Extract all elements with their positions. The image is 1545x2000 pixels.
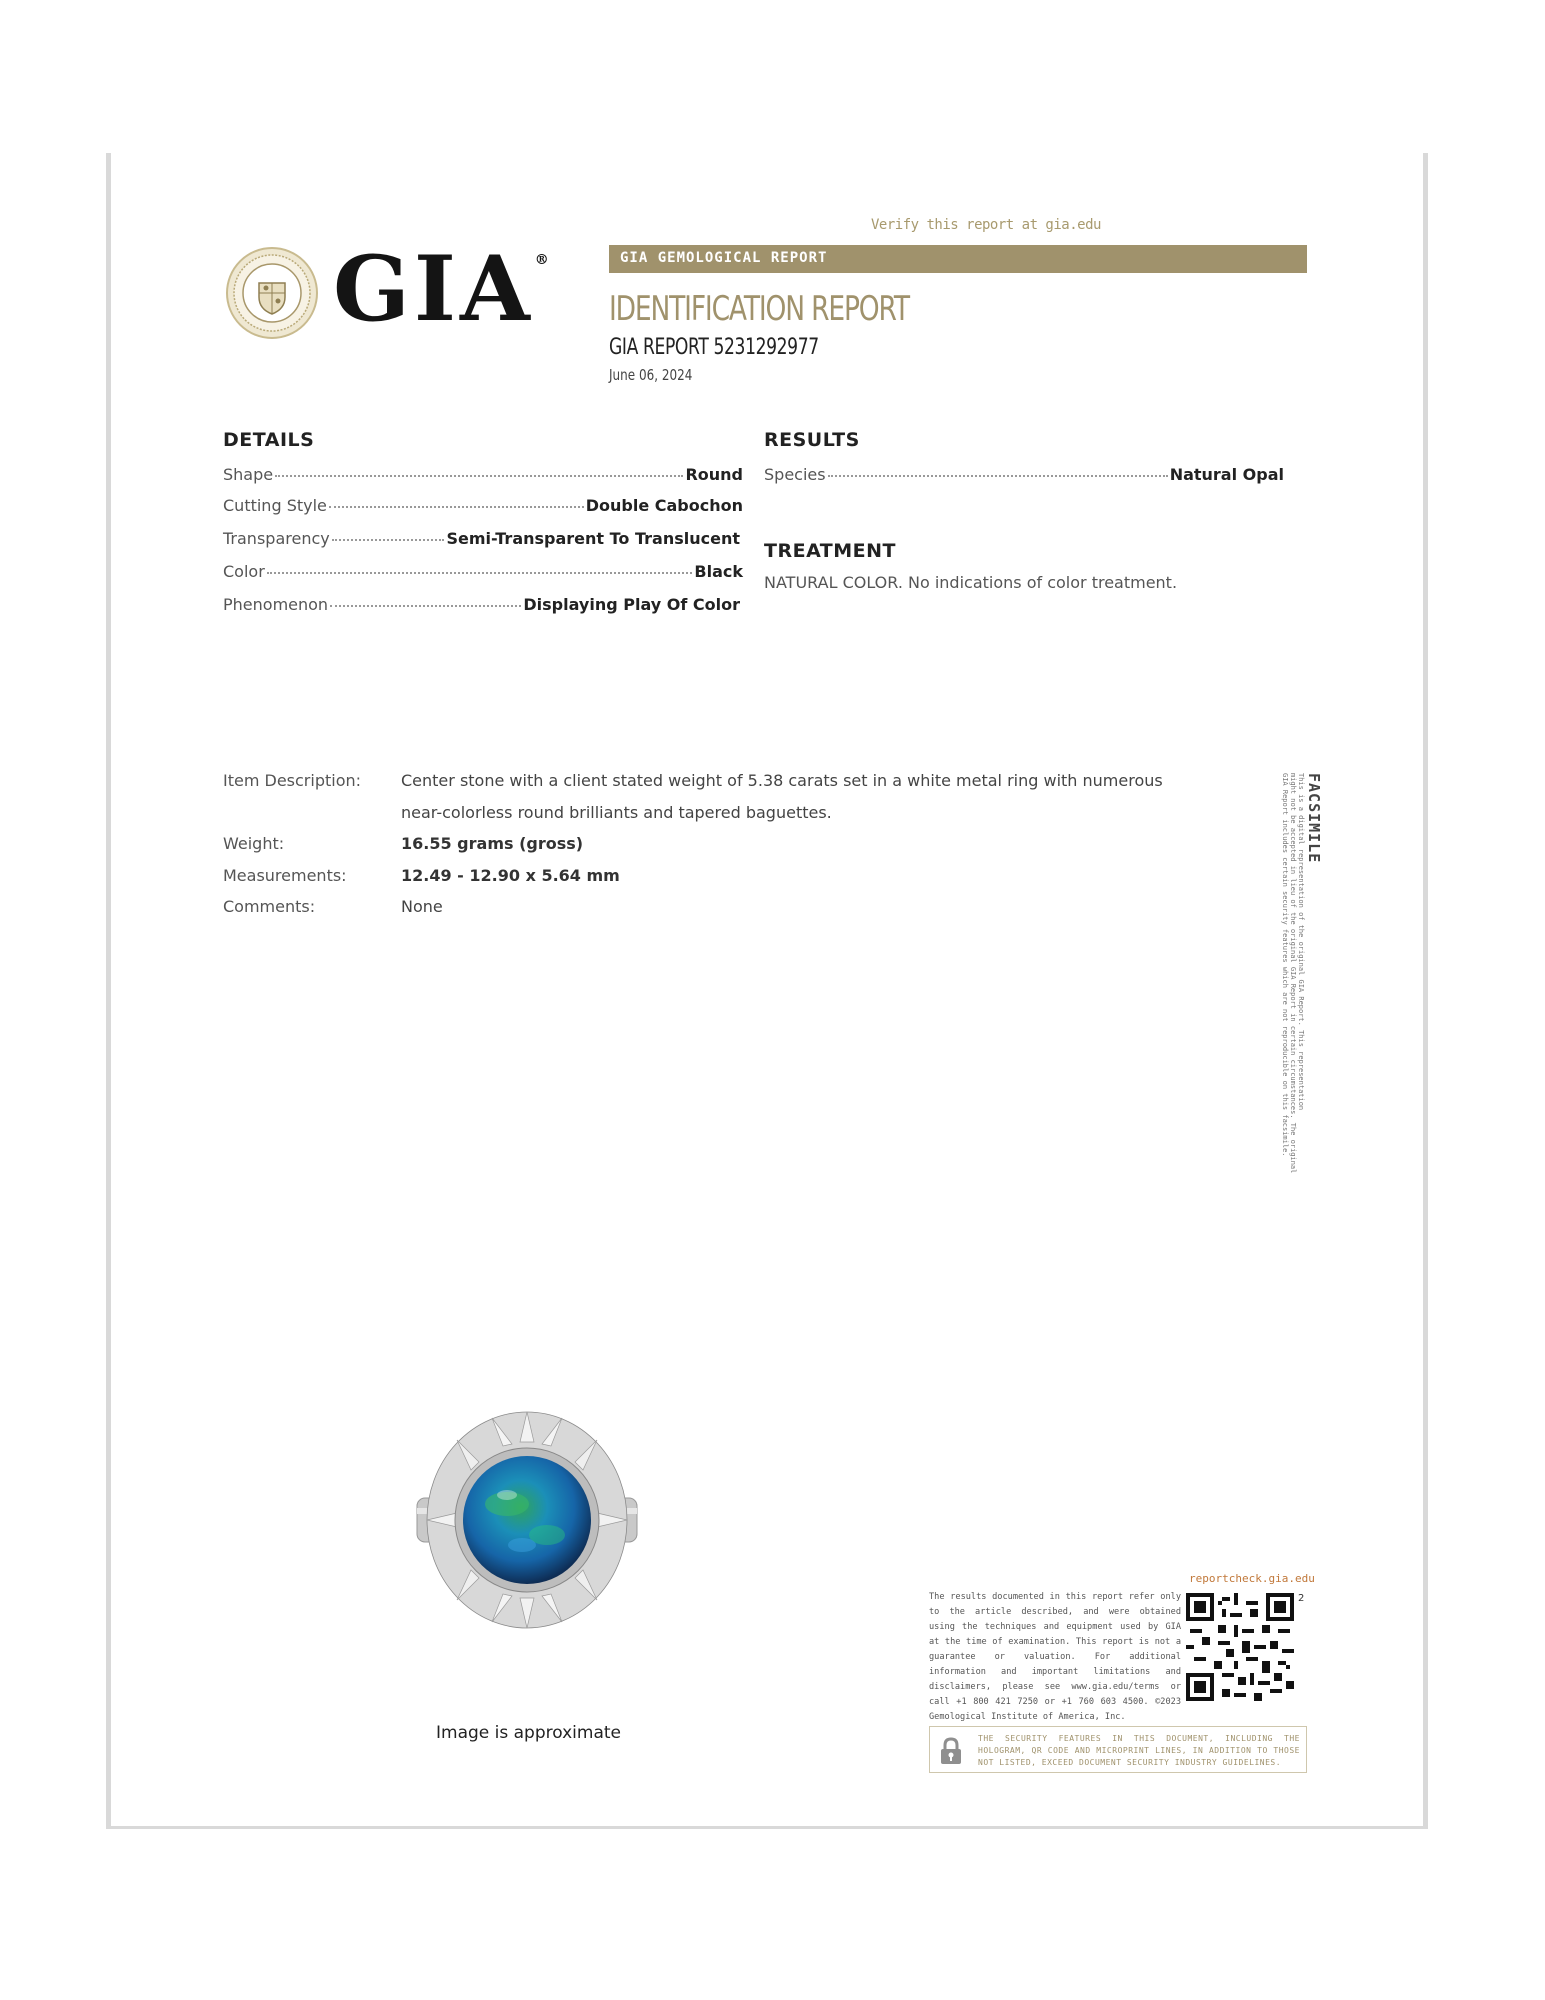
security-notice xyxy=(929,1726,1307,1773)
leader-dots xyxy=(828,475,1168,477)
treatment-text: NATURAL COLOR. No indications of color treatment. xyxy=(764,573,1178,592)
detail-value: Displaying Play Of Color xyxy=(523,595,740,614)
qr-code[interactable] xyxy=(1186,1593,1294,1701)
ring-image xyxy=(407,1400,647,1640)
detail-row-phenomenon xyxy=(223,595,740,617)
report-title: IDENTIFICATION REPORT xyxy=(609,289,909,329)
item-description-line2: near-colorless round brilliants and tapered baguettes. xyxy=(401,803,832,822)
detail-label: Cutting Style xyxy=(223,496,327,515)
result-row-species xyxy=(764,465,1284,487)
facsimile-title: FACSIMILE xyxy=(1305,773,1323,864)
banner-text: GIA GEMOLOGICAL REPORT xyxy=(620,250,828,266)
facsimile-notice xyxy=(1283,773,1323,1213)
legal-disclaimer: The results documented in this report refer only to the article described, and were obtained using the techniques and equipment used by GIA at the time of examination. This report is not a guarantee or valuation. For additional information and important limitations and disclaimers, please see www.gia.edu/terms or call +1 800 421 7250 or +1 760 603 4500. ©2023 Gemological Institute of America, Inc. xyxy=(929,1592,1181,1722)
detail-row-transparency xyxy=(223,529,740,551)
report-page xyxy=(106,153,1428,1829)
gia-wordmark: GIA® xyxy=(333,236,553,342)
detail-label: Shape xyxy=(223,465,274,484)
facsimile-line: GIA Report includes certain security features which are not reproducible on this facsimile. xyxy=(1281,773,1289,1157)
details-heading: DETAILS xyxy=(223,429,315,451)
comments-value: None xyxy=(401,897,443,916)
comments-label: Comments: xyxy=(223,897,316,916)
detail-value: Round xyxy=(685,465,743,484)
detail-label: Color xyxy=(223,562,265,581)
weight-label: Weight: xyxy=(223,834,285,853)
verify-link[interactable]: Verify this report at gia.edu xyxy=(871,217,1101,233)
result-label: Species xyxy=(764,465,826,484)
detail-label: Phenomenon xyxy=(223,595,329,614)
image-caption: Image is approximate xyxy=(436,1723,622,1743)
leader-dots xyxy=(275,475,683,477)
detail-label: Transparency xyxy=(223,529,330,548)
gia-seal-logo xyxy=(226,247,318,339)
detail-row-shape xyxy=(223,465,743,487)
lock-icon xyxy=(938,1737,964,1765)
measurements-value: 12.49 - 12.90 x 5.64 mm xyxy=(401,866,620,885)
security-text: THE SECURITY FEATURES IN THIS DOCUMENT, INCLUDING THE HOLOGRAM, QR CODE AND MICROPRINT LINES, IN ADDITION TO THOSE NOT LISTED, EXCEED DOCUMENT SECURITY INDUSTRY GUIDELINES. xyxy=(978,1734,1300,1767)
leader-dots xyxy=(330,605,521,607)
leader-dots xyxy=(332,539,445,541)
measurements-label: Measurements: xyxy=(223,866,347,885)
leader-dots xyxy=(329,506,584,508)
detail-row-cutting-style xyxy=(223,496,743,518)
weight-value: 16.55 grams (gross) xyxy=(401,834,584,853)
report-date: June 06, 2024 xyxy=(609,366,693,384)
result-value: Natural Opal xyxy=(1169,465,1284,484)
detail-value: Double Cabochon xyxy=(585,496,743,515)
facsimile-line: This is a digital representation of the original GIA Report. This representation xyxy=(1297,773,1305,1111)
detail-value: Semi-Transparent To Translucent xyxy=(446,529,740,548)
leader-dots xyxy=(267,572,693,574)
item-description-label: Item Description: xyxy=(223,771,362,790)
detail-row-color xyxy=(223,562,743,584)
facsimile-line: might not be accepted in lieu of the original GIA Report in certain circumstances. The original xyxy=(1289,773,1297,1174)
detail-value: Black xyxy=(694,562,743,581)
results-heading: RESULTS xyxy=(764,429,860,451)
item-description-line1: Center stone with a client stated weight of 5.38 carats set in a white metal ring with numerous xyxy=(401,771,1163,790)
report-number: GIA REPORT 5231292977 xyxy=(609,335,819,360)
reportcheck-link[interactable]: reportcheck.gia.edu xyxy=(1189,1572,1315,1585)
treatment-heading: TREATMENT xyxy=(764,540,897,562)
report-banner xyxy=(609,245,1307,273)
qr-page-number: 2 xyxy=(1298,1593,1305,1604)
